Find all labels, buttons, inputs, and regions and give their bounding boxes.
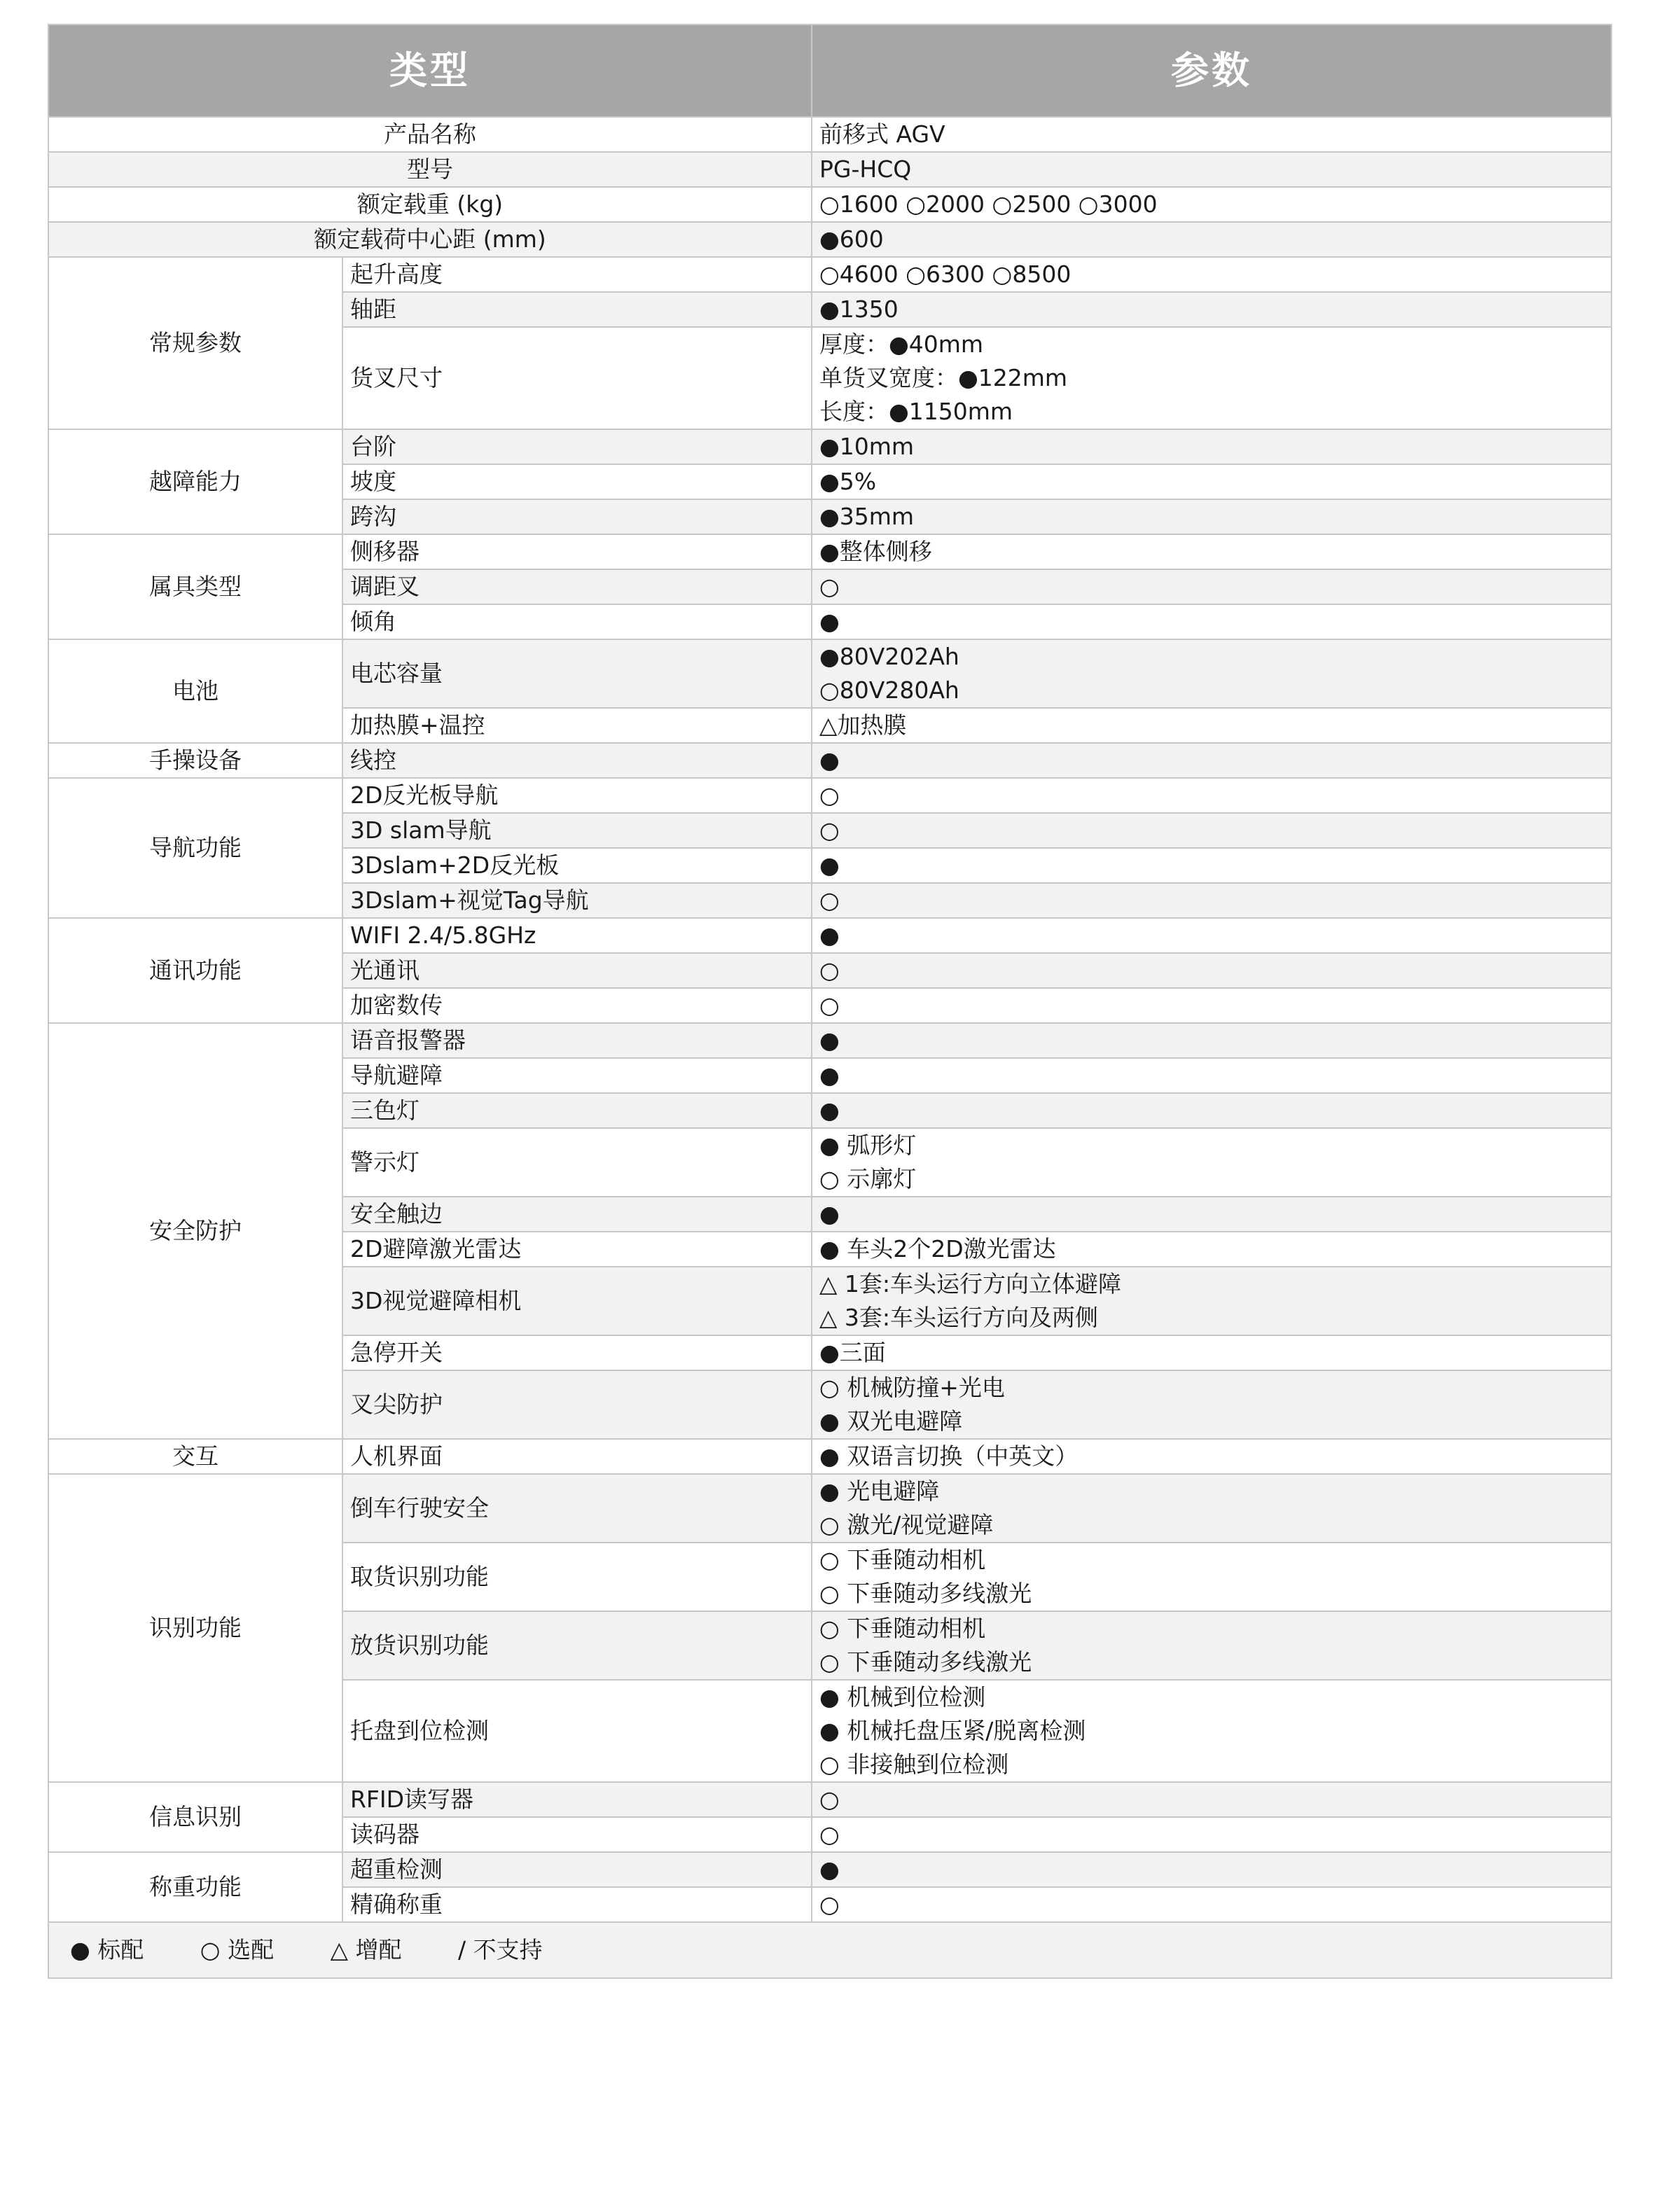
value-line: ● [819, 1200, 840, 1227]
table-row [48, 1023, 1611, 1058]
item-label: 3D slam导航 [342, 813, 812, 848]
item-label: 三色灯 [342, 1093, 812, 1128]
item-value [812, 813, 1611, 848]
item-value [812, 1852, 1611, 1887]
table-row [48, 257, 1611, 292]
row-value: 前移式 AGV [812, 117, 1611, 152]
item-value [812, 257, 1611, 292]
legend-standard: ● 标配 [70, 1936, 144, 1963]
row-label: 型号 [48, 152, 812, 187]
item-value [812, 604, 1611, 639]
item-value [812, 988, 1611, 1023]
item-value [812, 1093, 1611, 1128]
item-label: 放货识别功能 [342, 1611, 812, 1680]
value-line: ● 车头2个2D激光雷达 [819, 1235, 1056, 1262]
value-line: ● [819, 1856, 840, 1883]
item-value [812, 1058, 1611, 1093]
item-label: 台阶 [342, 429, 812, 464]
value-line: 单货叉宽度：●122mm [819, 364, 1068, 391]
item-value [812, 1817, 1611, 1852]
spec-table [48, 24, 1612, 1979]
item-value [812, 848, 1611, 883]
table-row [48, 1852, 1611, 1887]
item-label: 坡度 [342, 464, 812, 499]
item-value [812, 1267, 1611, 1335]
category-cell: 交互 [48, 1439, 342, 1474]
row-label: 额定载荷中心距 (mm) [48, 222, 812, 257]
value-line: ○ [819, 1821, 840, 1848]
item-label: WIFI 2.4/5.8GHz [342, 918, 812, 953]
item-label: 3Dslam+2D反光板 [342, 848, 812, 883]
value-line: ● [819, 921, 840, 949]
value-line: ○ [819, 957, 840, 984]
row-label: 产品名称 [48, 117, 812, 152]
value-line: ○ 下垂随动相机 [819, 1615, 986, 1642]
legend-unsupported: / 不支持 [457, 1936, 543, 1963]
item-value [812, 1335, 1611, 1370]
item-label: 人机界面 [342, 1439, 812, 1474]
table-row [48, 1782, 1611, 1817]
category-cell: 导航功能 [48, 778, 342, 918]
legend-optional: ○ 选配 [200, 1936, 275, 1963]
header-params: 参数 [812, 25, 1611, 117]
category-cell: 安全防护 [48, 1023, 342, 1439]
value-line: ● 双光电避障 [819, 1407, 963, 1435]
spec-sheet [48, 24, 1611, 1979]
item-label: 光通讯 [342, 953, 812, 988]
value-line: ● [819, 851, 840, 879]
item-label: 托盘到位检测 [342, 1680, 812, 1782]
item-label: 加密数传 [342, 988, 812, 1023]
row-value: PG-HCQ [812, 152, 1611, 187]
item-label: 轴距 [342, 292, 812, 327]
item-label: 2D避障激光雷达 [342, 1232, 812, 1267]
value-line: ●5% [819, 468, 877, 495]
value-line: ● 弧形灯 [819, 1132, 917, 1159]
category-cell: 电池 [48, 639, 342, 743]
value-line: ○ 示廓灯 [819, 1165, 917, 1192]
value-line: ● [819, 1097, 840, 1124]
table-row [48, 117, 1611, 152]
row-label: 额定载重 (kg) [48, 187, 812, 222]
value-line: ● [819, 746, 840, 774]
item-label: 倾角 [342, 604, 812, 639]
value-line: ● 机械托盘压紧/脱离检测 [819, 1717, 1086, 1744]
item-label: 调距叉 [342, 569, 812, 604]
legend [48, 1922, 1611, 1978]
item-value [812, 1128, 1611, 1197]
value-line: ●35mm [819, 503, 915, 530]
value-line: ○ 非接触到位检测 [819, 1751, 1009, 1778]
item-label: 叉尖防护 [342, 1370, 812, 1439]
value-line: ○ [819, 781, 840, 809]
value-line: ○4600 ○6300 ○8500 [819, 260, 1072, 288]
category-cell: 常规参数 [48, 257, 342, 429]
item-value [812, 1232, 1611, 1267]
item-value [812, 1197, 1611, 1232]
table-row [48, 743, 1611, 778]
table-row [48, 778, 1611, 813]
item-value [812, 639, 1611, 708]
item-label: 安全触边 [342, 1197, 812, 1232]
value-line: ○ [819, 816, 840, 844]
table-row [48, 1474, 1611, 1543]
item-label: 跨沟 [342, 499, 812, 534]
value-line: ○ 机械防撞+光电 [819, 1374, 1005, 1401]
header-type: 类型 [48, 25, 812, 117]
item-label: 倒车行驶安全 [342, 1474, 812, 1543]
item-value [812, 534, 1611, 569]
value-line: ● 双语言切换（中英文） [819, 1442, 1079, 1470]
value-line: ● [819, 1027, 840, 1054]
table-row [48, 429, 1611, 464]
item-label: RFID读写器 [342, 1782, 812, 1817]
value-line: 长度：●1150mm [819, 398, 1013, 425]
item-value [812, 1474, 1611, 1543]
category-cell: 属具类型 [48, 534, 342, 639]
item-value [812, 292, 1611, 327]
item-value [812, 1543, 1611, 1611]
value-line: 厚度：●40mm [819, 331, 984, 358]
value-line: ●整体侧移 [819, 538, 932, 565]
item-label: 超重检测 [342, 1852, 812, 1887]
item-value [812, 464, 1611, 499]
item-value [812, 883, 1611, 918]
item-value [812, 1680, 1611, 1782]
table-row [48, 1439, 1611, 1474]
item-label: 急停开关 [342, 1335, 812, 1370]
item-value [812, 1611, 1611, 1680]
table-row [48, 222, 1611, 257]
item-value [812, 429, 1611, 464]
table-body [48, 117, 1611, 1922]
value-line: ●1350 [819, 295, 899, 323]
category-cell: 称重功能 [48, 1852, 342, 1922]
item-value [812, 708, 1611, 743]
value-line: ○ [819, 886, 840, 914]
item-value [812, 1370, 1611, 1439]
table-row [48, 639, 1611, 708]
item-label: 精确称重 [342, 1887, 812, 1922]
item-value [812, 778, 1611, 813]
item-value [812, 1439, 1611, 1474]
value-line: ○ [819, 573, 840, 600]
value-line: ●80V202Ah [819, 643, 959, 670]
item-label: 语音报警器 [342, 1023, 812, 1058]
item-value [812, 953, 1611, 988]
value-line: ● [819, 608, 840, 635]
category-cell: 越障能力 [48, 429, 342, 534]
value-line: ● [819, 1062, 840, 1089]
item-label: 3D视觉避障相机 [342, 1267, 812, 1335]
row-value: ○1600 ○2000 ○2500 ○3000 [812, 187, 1611, 222]
table-row [48, 534, 1611, 569]
table-row [48, 152, 1611, 187]
item-value [812, 1023, 1611, 1058]
value-line: ○80V280Ah [819, 676, 959, 704]
value-line: ○ 激光/视觉避障 [819, 1511, 994, 1538]
item-value [812, 499, 1611, 534]
item-label: 导航避障 [342, 1058, 812, 1093]
value-line: ○ [819, 1786, 840, 1813]
item-value [812, 743, 1611, 778]
category-cell: 信息识别 [48, 1782, 342, 1852]
item-value [812, 1887, 1611, 1922]
item-value [812, 1782, 1611, 1817]
item-value [812, 569, 1611, 604]
value-line: ○ [819, 1891, 840, 1918]
value-line: ●10mm [819, 433, 915, 460]
table-row [48, 918, 1611, 953]
category-cell: 识别功能 [48, 1474, 342, 1782]
value-line: ○ 下垂随动相机 [819, 1546, 986, 1573]
item-label: 起升高度 [342, 257, 812, 292]
value-line: ○ 下垂随动多线激光 [819, 1648, 1032, 1676]
value-line: ● 光电避障 [819, 1477, 940, 1505]
item-value [812, 327, 1611, 429]
item-label: 警示灯 [342, 1128, 812, 1197]
item-label: 读码器 [342, 1817, 812, 1852]
row-value: ●600 [812, 222, 1611, 257]
item-label: 电芯容量 [342, 639, 812, 708]
item-label: 侧移器 [342, 534, 812, 569]
table-row [48, 187, 1611, 222]
value-line: ● 机械到位检测 [819, 1683, 986, 1711]
legend-addon: △ 增配 [330, 1936, 402, 1963]
category-cell: 手操设备 [48, 743, 342, 778]
item-label: 线控 [342, 743, 812, 778]
value-line: △ 3套:车头运行方向及两侧 [819, 1304, 1098, 1331]
item-label: 加热膜+温控 [342, 708, 812, 743]
category-cell: 通讯功能 [48, 918, 342, 1023]
value-line: △加热膜 [819, 711, 907, 739]
item-label: 3Dslam+视觉Tag导航 [342, 883, 812, 918]
value-line: △ 1套:车头运行方向立体避障 [819, 1270, 1121, 1298]
item-value [812, 918, 1611, 953]
value-line: ○ 下垂随动多线激光 [819, 1580, 1032, 1607]
item-label: 取货识别功能 [342, 1543, 812, 1611]
item-label: 2D反光板导航 [342, 778, 812, 813]
value-line: ●三面 [819, 1339, 886, 1366]
value-line: ○ [819, 992, 840, 1019]
item-label: 货叉尺寸 [342, 327, 812, 429]
